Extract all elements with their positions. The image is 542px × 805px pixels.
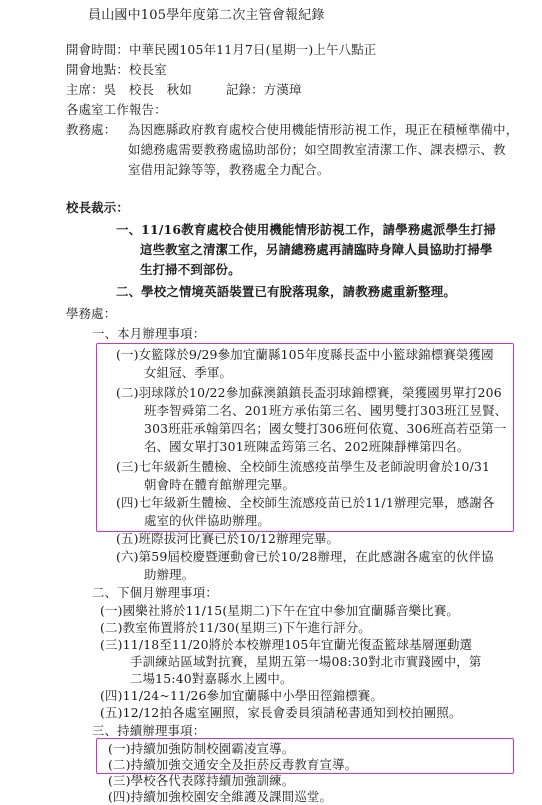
principal-heading: 校長裁示： xyxy=(66,200,129,215)
academic-line: 如總務處需要教務處協助部份；如空間教室清潔工作、課表標示、教 xyxy=(128,142,506,157)
list-item: 名、國女單打301班陳孟筠第三名、202班陳靜樺第四名。 xyxy=(144,439,470,454)
list-item: (三)學校各代表隊持續加強訓練。 xyxy=(108,773,295,788)
list-item: 手訓練站區域對抗賽，星期五第一場08:30對北市實踐國中，第 xyxy=(130,654,482,669)
section-heading-ongoing: 三、持續辦理事項： xyxy=(92,723,206,738)
list-item: 班李智舜第二名、201班方承佑第三名、國男雙打303班江昱賢、 xyxy=(144,403,508,418)
section-heading-next-month: 二、下個月辦理事項： xyxy=(92,585,218,600)
list-item: 朝會時在體育館辦理完畢。 xyxy=(144,477,296,492)
list-item: (二)羽球隊於10/22參加蘇澳鎮鎮長盃羽球錦標賽，榮獲國男單打206 xyxy=(116,385,502,400)
list-item: 303班莊承翰第四名；國女雙打306班何依寬、306班高若亞第一 xyxy=(144,421,507,436)
list-item: (五)班際拔河比賽已於10/12辦理完畢。 xyxy=(116,531,340,546)
principal-line: 生打掃不到部份。 xyxy=(140,262,241,277)
academic-affairs-label: 教務處： xyxy=(66,122,117,137)
principal-line: 這些教室之清潔工作，另請總務處再請臨時身障人員協助打掃學 xyxy=(140,242,493,257)
list-item: (四)七年級新生體檢、全校師生流感疫苗已於11/1辦理完畢，感謝各 xyxy=(116,495,495,510)
academic-line: 室借用記錄等等，教務處全力配合。 xyxy=(128,162,330,177)
student-affairs-label: 學務處： xyxy=(66,306,117,321)
meeting-chair: 主席：吳 校長 秋如 xyxy=(66,82,192,97)
list-item: (三)七年級新生體檢、全校師生流感疫苗學生及老師說明會於10/31 xyxy=(116,459,491,474)
list-item: (一)女籃隊於9/29參加宜蘭縣105年度縣長盃中小籃球錦標賽榮獲國 xyxy=(116,347,494,362)
list-item: 處室的伙伴協助辦理。 xyxy=(144,513,270,528)
meeting-place: 開會地點：校長室 xyxy=(66,62,167,77)
meeting-time: 開會時間：中華民國105年11月7日(星期一)上午八點正 xyxy=(66,42,377,57)
list-item: (三)11/18至11/20將於本校辦理105年宜蘭光復盃籃球基層運動選 xyxy=(100,637,473,652)
list-item: (五)12/12拍各處室團照，家長會委員須請秘書通知到校拍團照。 xyxy=(100,705,462,720)
principal-line: 一、11/16教育處校合使用機能情形訪視工作，請學務處派學生打掃 xyxy=(116,222,496,237)
list-item: (一)持續加強防制校園霸凌宣導。 xyxy=(108,741,295,756)
reports-heading: 各處室工作報告： xyxy=(66,102,167,117)
list-item: 二場15:40對嘉縣水上國中。 xyxy=(130,671,293,686)
academic-line: 為因應縣政府教育處校合使用機能情形訪視工作，現正在積極準備中， xyxy=(128,122,519,137)
list-item: (四)11/24~11/26參加宜蘭縣中小學田徑錦標賽。 xyxy=(100,688,383,703)
list-item: (四)持續加強校園安全維護及課間巡堂。 xyxy=(108,789,333,804)
principal-line: 二、學校之情境英語裝置已有脫落現象，請教務處重新整理。 xyxy=(116,284,456,299)
section-heading-this-month: 一、本月辦理事項： xyxy=(92,326,206,341)
meeting-recorder: 記錄：方漢璋 xyxy=(226,82,302,97)
list-item: (二)持續加強交通安全及拒菸反毒教育宣導。 xyxy=(108,757,358,772)
list-item: 女組冠、季軍。 xyxy=(144,365,233,380)
list-item: 助辦理。 xyxy=(144,567,195,582)
list-item: (一)國樂社將於11/15(星期二)下午在宜中參加宜蘭縣音樂比賽。 xyxy=(100,603,460,618)
list-item: (二)教室佈置將於11/30(星期三)下午進行評分。 xyxy=(100,620,371,635)
page-title: 員山國中105學年度第二次主管會報紀錄 xyxy=(88,8,325,23)
list-item: (六)第59屆校慶暨運動會已於10/28辦理，在此感謝各處室的伙伴協 xyxy=(116,549,494,564)
